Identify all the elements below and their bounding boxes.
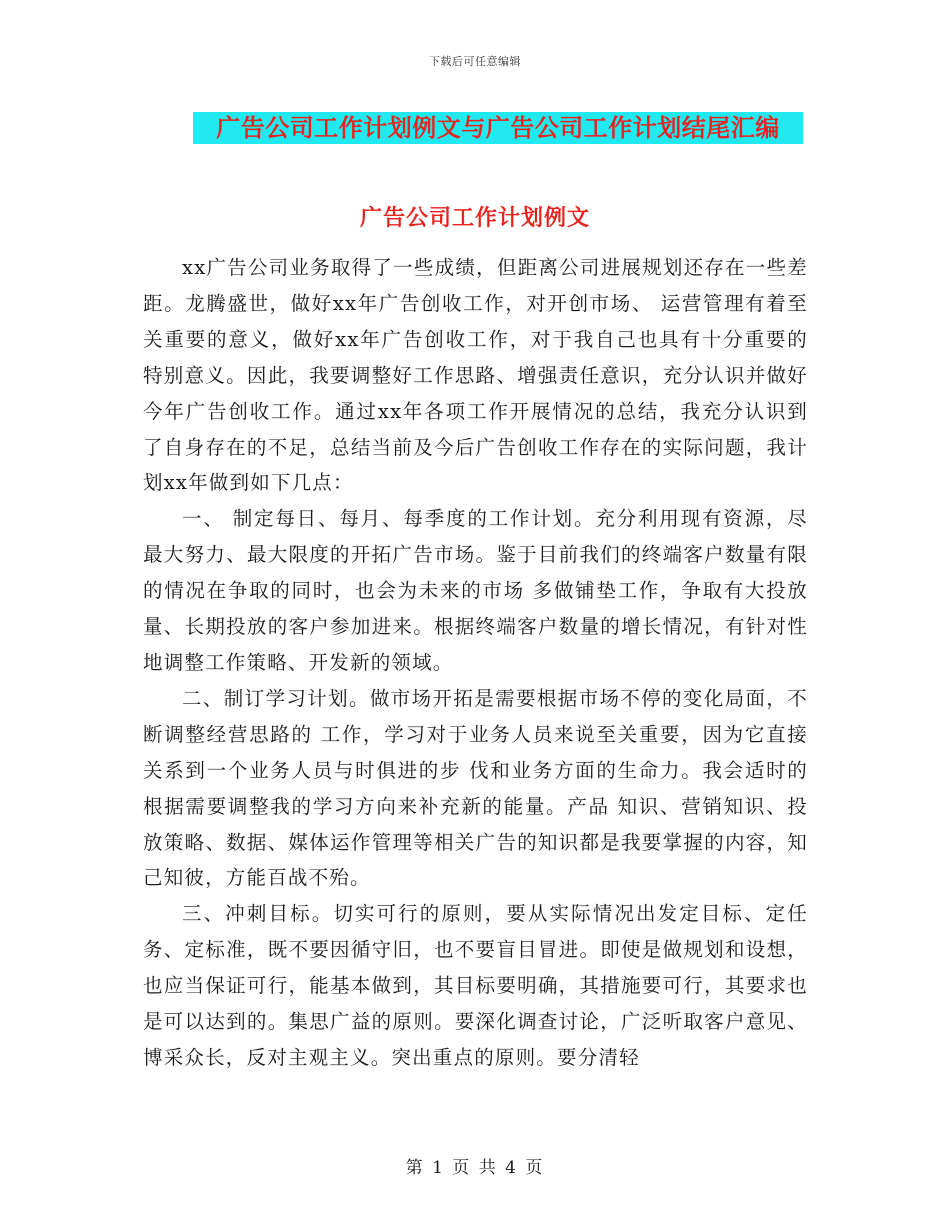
body-paragraph-1: 一、 制定每日、每月、每季度的工作计划。充分利用现有资源，尽最大努力、最大限度的开拓广告市场。鉴于目前我们的终端客户数量有限的情况在争取的同时，也会为未来的市场 多做铺垫工作，争取有大投放量、长期投放的客户参加进来。根据终端客户数量的增长情况，有针对性地调整工作策略、开发新的领域。 — [143, 507, 808, 674]
body-paragraph-3: 三、冲刺目标。切实可行的原则，要从实际情况出发定目标、定任务、定标准，既不要因循守旧，也不要盲目冒进。即使是做规划和设想，也应当保证可行，能基本做到，其目标要明确，其措施要可行，其要求也是可以达到的。集思广益的原则。要深化调查讨论，广泛听取客户意见、博采众长，反对主观主义。突出重点的原则。要分清轻 — [143, 902, 808, 1069]
page-number-label: 第 1 页 共 4 页 — [405, 1158, 545, 1178]
section-title: 广告公司工作计划例文 — [359, 205, 590, 231]
body-paragraph-2: 二、制订学习计划。做市场开拓是需要根据市场不停的变化局面，不断调整经营思路的 工作，学习对于业务人员来说至关重要，因为它直接关系到一个业务人员与时俱进的步 伐和业务方面的生命力。我会适时的根据需要调整我的学习方向来补充新的能量。产品 知识、营销知识、投放策略、数据、媒体运作管理等相关广告的知识都是我要掌握的内容，知己知彼，方能百战不殆。 — [143, 686, 808, 890]
header-note: 下载后可任意编辑 — [429, 55, 521, 68]
page-footer — [0, 1153, 950, 1178]
document-main-title: 广告公司工作计划例文与广告公司工作计划结尾汇编 — [216, 113, 780, 142]
body-paragraph-intro: xx广告公司业务取得了一些成绩，但距离公司进展规划还存在一些差距。龙腾盛世，做好xx年广告创收工作，对开创市场、 运营管理有着至关重要的意义，做好xx年广告创收工作，对于我自己也具有十分重要的特别意义。因此，我要调整好工作思路、增强责任意识，充分认识并做好今年广告创收工作。通过xx年各项工作开展情况的总结，我充分认识到了自身存在的不足，总结当前及今后广告创收工作存在的实际问题，我计划xx年做到如下几点： — [143, 256, 808, 495]
document-body — [143, 250, 808, 1076]
